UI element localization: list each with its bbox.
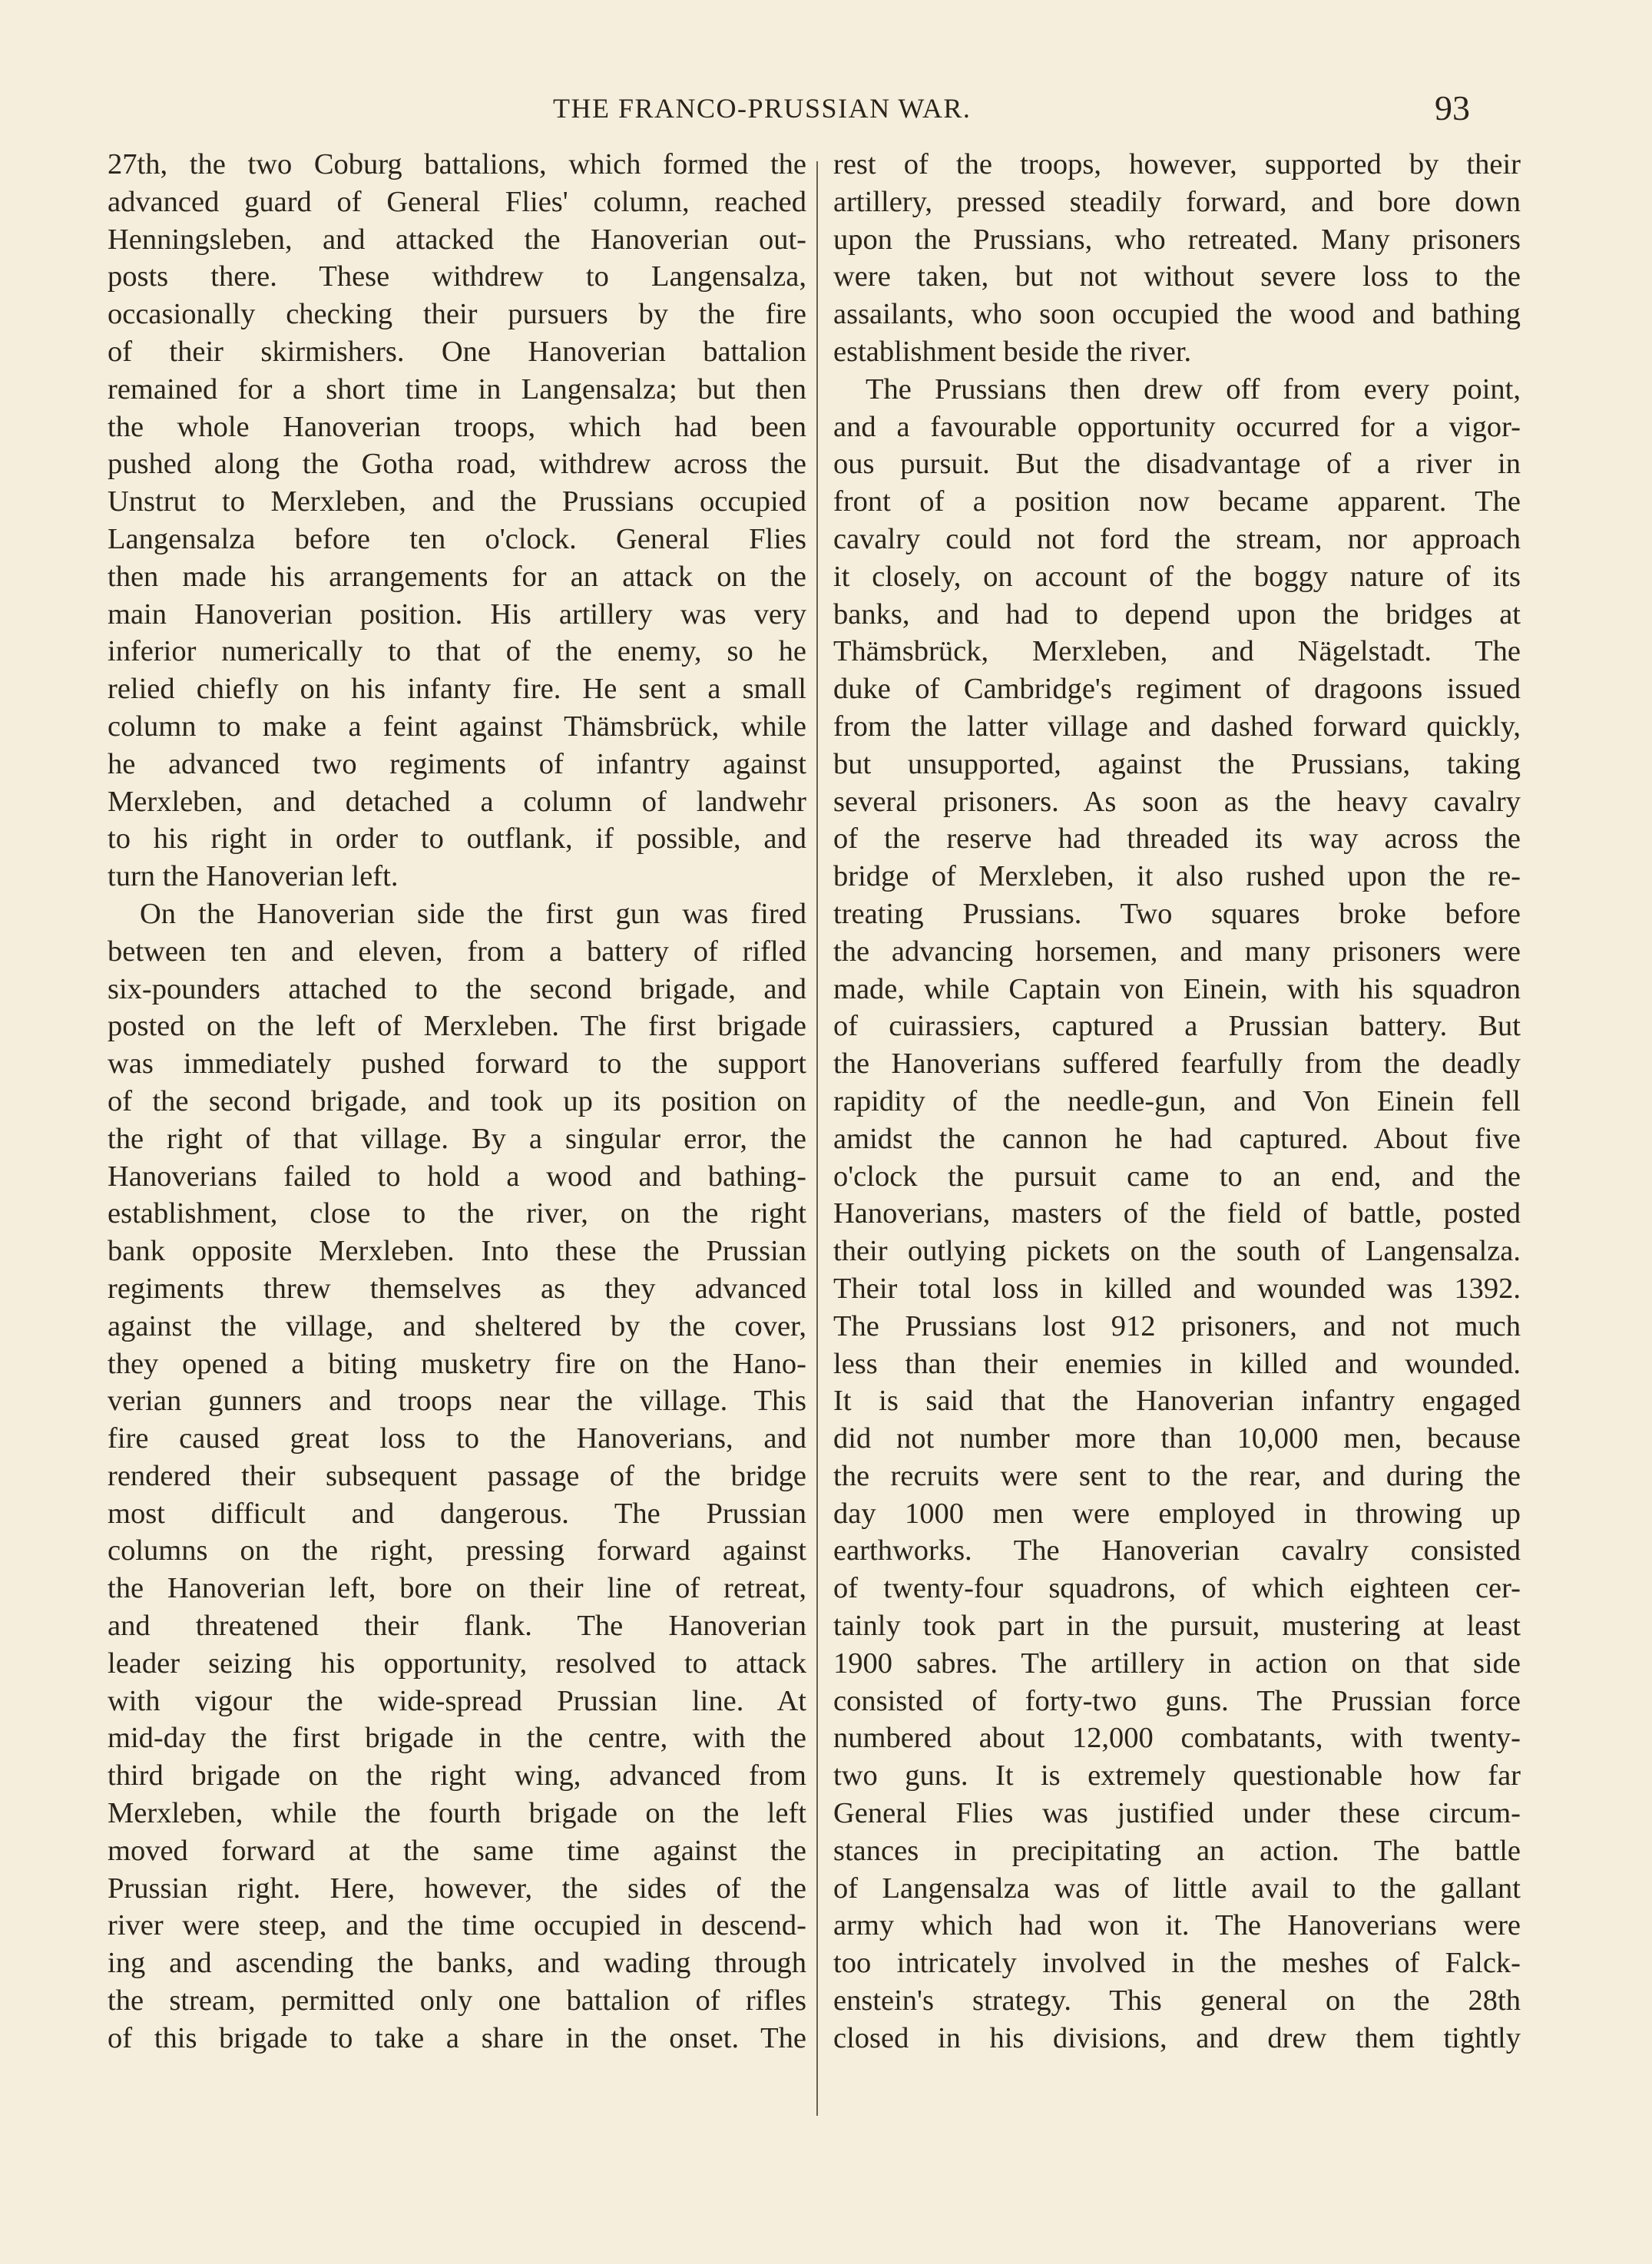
column-divider xyxy=(816,161,818,2116)
text-line: too intricately involved in the meshes of Falck- xyxy=(833,1947,1521,1980)
text-line: occasionally checking their pursuers by the fire xyxy=(108,298,806,331)
text-line: posts there. These withdrew to Langensalza, xyxy=(108,260,806,293)
text-line: Prussian right. Here, however, the sides of the xyxy=(108,1872,806,1905)
text-line: General Flies was justified under these circum- xyxy=(833,1797,1521,1830)
text-line: Merxleben, and detached a column of landwehr xyxy=(108,785,806,818)
text-line: of the reserve had threaded its way across the xyxy=(833,823,1521,856)
text-line: leader seizing his opportunity, resolved to attack xyxy=(108,1647,806,1680)
text-line: bridge of Merxleben, it also rushed upon the re- xyxy=(833,860,1521,893)
running-title: THE FRANCO-PRUSSIAN WAR. xyxy=(553,93,972,124)
text-line: fire caused great loss to the Hanoverians, and xyxy=(108,1422,806,1455)
text-line: the right of that village. By a singular error, the xyxy=(108,1122,806,1155)
text-line: bank opposite Merxleben. Into these the Prussian xyxy=(108,1235,806,1268)
text-line: main Hanoverian position. His artillery was very xyxy=(108,597,806,631)
text-line: the Hanoverians suffered fearfully from the deadly xyxy=(833,1048,1521,1081)
text-line: moved forward at the same time against the xyxy=(108,1834,806,1867)
text-line: assailants, who soon occupied the wood and bathing xyxy=(833,298,1521,331)
text-line: army which had won it. The Hanoverians were xyxy=(833,1909,1521,1942)
text-line: numbered about 12,000 combatants, with twenty- xyxy=(833,1722,1521,1755)
text-line: the advancing horsemen, and many prisoners were xyxy=(833,935,1521,968)
page-number: 93 xyxy=(1435,88,1470,127)
text-line: columns on the right, pressing forward against xyxy=(108,1534,806,1567)
text-line: regiments threw themselves as they advanced xyxy=(108,1272,806,1305)
text-line: between ten and eleven, from a battery of rifled xyxy=(108,935,806,968)
text-line: banks, and had to depend upon the bridges at xyxy=(833,597,1521,631)
text-line: Thämsbrück, Merxleben, and Nägelstadt. The xyxy=(833,635,1521,668)
text-line: their outlying pickets on the south of Langensalza. xyxy=(833,1235,1521,1268)
text-line: and threatened their flank. The Hanoverian xyxy=(108,1610,806,1643)
text-line: then made his arrangements for an attack on the xyxy=(108,560,806,593)
left-column xyxy=(108,146,806,2057)
text-line: earthworks. The Hanoverian cavalry consisted xyxy=(833,1534,1521,1567)
text-line: relied chiefly on his infanty fire. He sent a small xyxy=(108,673,806,706)
text-line: the stream, permitted only one battalion of rifles xyxy=(108,1984,806,2017)
text-line: of this brigade to take a share in the onset. The xyxy=(108,2021,806,2054)
text-line: of twenty-four squadrons, of which eighteen cer- xyxy=(833,1572,1521,1605)
text-line: less than their enemies in killed and wounded. xyxy=(833,1347,1521,1380)
text-line: artillery, pressed steadily forward, and bore down xyxy=(833,185,1521,218)
text-line: front of a position now became apparent. The xyxy=(833,485,1521,518)
text-line: 27th, the two Coburg battalions, which formed the xyxy=(108,148,806,180)
text-line: On the Hanoverian side the first gun was fired xyxy=(140,897,806,930)
text-line: river were steep, and the time occupied in descend- xyxy=(108,1909,806,1942)
text-line: but unsupported, against the Prussians, taking xyxy=(833,747,1521,780)
text-line: rendered their subsequent passage of the bridge xyxy=(108,1459,806,1492)
text-line: Unstrut to Merxleben, and the Prussians occupied xyxy=(108,485,806,518)
text-line: ing and ascending the banks, and wading through xyxy=(108,1947,806,1980)
text-line: ous pursuit. But the disadvantage of a river in xyxy=(833,448,1521,481)
text-line: stances in precipitating an action. The battle xyxy=(833,1834,1521,1867)
text-line: establishment, close to the river, on the right xyxy=(108,1197,806,1230)
text-line: several prisoners. As soon as the heavy cavalry xyxy=(833,785,1521,818)
text-line: did not number more than 10,000 men, because xyxy=(833,1422,1521,1455)
text-line: closed in his divisions, and drew them tightly xyxy=(833,2021,1521,2054)
text-line: rapidity of the needle-gun, and Von Einein fell xyxy=(833,1084,1521,1117)
text-line: tainly took part in the pursuit, mustering at least xyxy=(833,1610,1521,1643)
text-line: rest of the troops, however, supported by their xyxy=(833,148,1521,180)
text-line: to his right in order to outflank, if possible, and xyxy=(108,823,806,856)
text-line: of cuirassiers, captured a Prussian battery. But xyxy=(833,1010,1521,1043)
text-line: the recruits were sent to the rear, and during the xyxy=(833,1459,1521,1492)
text-line: inferior numerically to that of the enemy, so he xyxy=(108,635,806,668)
text-line: from the latter village and dashed forward quickly, xyxy=(833,710,1521,743)
text-line: of the second brigade, and took up its position on xyxy=(108,1084,806,1117)
text-line: of Langensalza was of little avail to the gallant xyxy=(833,1872,1521,1905)
text-line: he advanced two regiments of infantry against xyxy=(108,747,806,780)
text-line: and a favourable opportunity occurred for a vigor- xyxy=(833,410,1521,443)
text-line: consisted of forty-two guns. The Prussian force xyxy=(833,1684,1521,1717)
text-line: enstein's strategy. This general on the 28th xyxy=(833,1984,1521,2017)
text-line: two guns. It is extremely questionable how far xyxy=(833,1759,1521,1792)
text-line: advanced guard of General Flies' column, reached xyxy=(108,185,806,218)
text-line: It is said that the Hanoverian infantry engaged xyxy=(833,1385,1521,1418)
text-line: was immediately pushed forward to the support xyxy=(108,1048,806,1081)
running-head xyxy=(0,88,1652,138)
text-line: posted on the left of Merxleben. The first brigade xyxy=(108,1010,806,1043)
text-line: remained for a short time in Langensalza; but then xyxy=(108,372,806,405)
text-line: of their skirmishers. One Hanoverian battalion xyxy=(108,335,806,368)
text-line: against the village, and sheltered by the cover, xyxy=(108,1309,806,1342)
text-line: made, while Captain von Einein, with his squadron xyxy=(833,972,1521,1005)
text-line: establishment beside the river. xyxy=(833,335,1192,368)
text-line: were taken, but not without severe loss to the xyxy=(833,260,1521,293)
text-line: Merxleben, while the fourth brigade on the left xyxy=(108,1797,806,1830)
text-line: The Prussians lost 912 prisoners, and not much xyxy=(833,1309,1521,1342)
text-line: third brigade on the right wing, advanced from xyxy=(108,1759,806,1792)
text-line: the Hanoverian left, bore on their line of retreat, xyxy=(108,1572,806,1605)
text-line: day 1000 men were employed in throwing up xyxy=(833,1497,1521,1530)
text-line: Their total loss in killed and wounded was 1392. xyxy=(833,1272,1521,1305)
text-line: treating Prussians. Two squares broke before xyxy=(833,897,1521,930)
right-column xyxy=(833,146,1521,2057)
text-line: pushed along the Gotha road, withdrew across the xyxy=(108,448,806,481)
text-line: with vigour the wide-spread Prussian line. At xyxy=(108,1684,806,1717)
text-line: six-pounders attached to the second brigade, and xyxy=(108,972,806,1005)
text-line: o'clock the pursuit came to an end, and the xyxy=(833,1160,1521,1193)
text-line: amidst the cannon he had captured. About five xyxy=(833,1122,1521,1155)
text-line: duke of Cambridge's regiment of dragoons issued xyxy=(833,673,1521,706)
text-line: Henningsleben, and attacked the Hanoverian out- xyxy=(108,223,806,256)
text-line: most difficult and dangerous. The Prussian xyxy=(108,1497,806,1530)
text-line: Langensalza before ten o'clock. General Flies xyxy=(108,522,806,555)
text-line: it closely, on account of the boggy nature of its xyxy=(833,560,1521,593)
text-line: turn the Hanoverian left. xyxy=(108,860,399,893)
text-line: mid-day the first brigade in the centre, with the xyxy=(108,1722,806,1755)
text-line: upon the Prussians, who retreated. Many prisoners xyxy=(833,223,1521,256)
text-line: Hanoverians failed to hold a wood and bathing- xyxy=(108,1160,806,1193)
text-line: cavalry could not ford the stream, nor approach xyxy=(833,522,1521,555)
text-line: 1900 sabres. The artillery in action on that side xyxy=(833,1647,1521,1680)
text-line: verian gunners and troops near the village. This xyxy=(108,1385,806,1418)
text-line: Hanoverians, masters of the field of battle, posted xyxy=(833,1197,1521,1230)
text-line: they opened a biting musketry fire on the Hano- xyxy=(108,1347,806,1380)
text-line: column to make a feint against Thämsbrück, while xyxy=(108,710,806,743)
text-line: The Prussians then drew off from every point, xyxy=(866,372,1521,405)
text-line: the whole Hanoverian troops, which had been xyxy=(108,410,806,443)
